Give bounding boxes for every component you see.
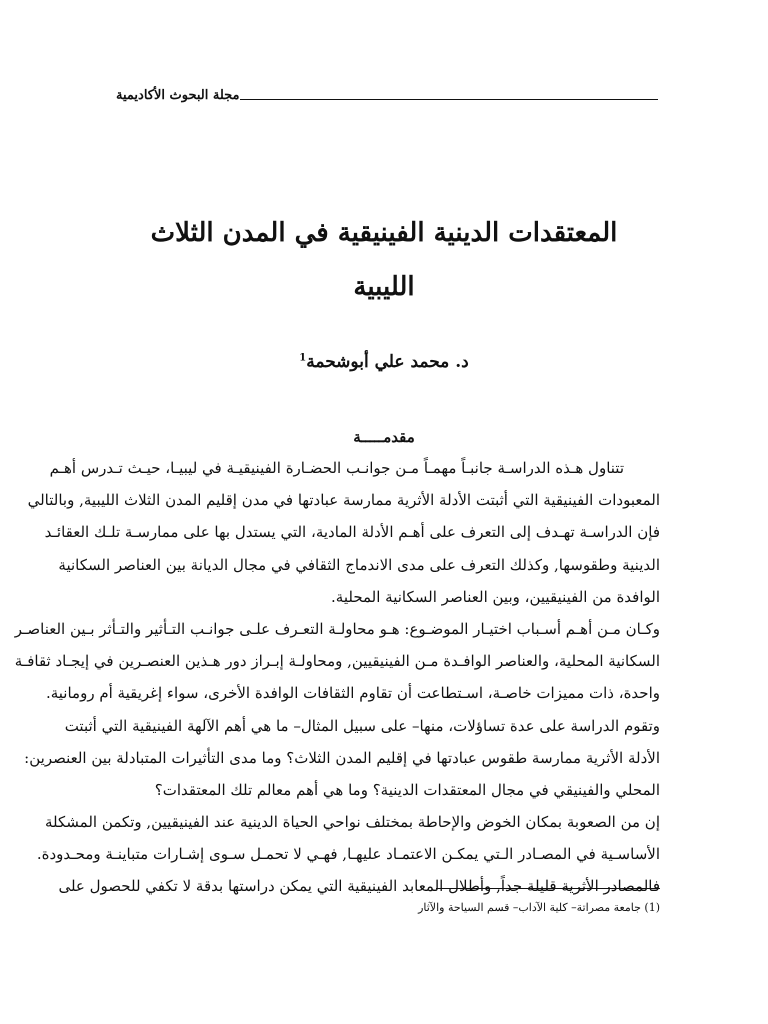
body-line: الوافدة من الفينيقيين، وبين العناصر السكانية المحلية. [331,587,660,606]
body-line: المعبودات الفينيقية التي أثبتت الأدلة الأثرية ممارسة عبادتها في مدن إقليم المدن الثلاث الليبية, وبالتالي [27,491,660,510]
body-line: فالمصادر الأثرية قليلة جداً, وأطلال المعابد الفينيقية التي يمكن دراستها بدقة لا تكفي للحصول على [58,877,660,896]
author-footnote-marker: 1 [299,352,307,364]
title-line-2: الليبية [353,272,415,302]
running-header [110,88,658,103]
body-line: وكـان مـن أهـم أسـباب اختيـار الموضـوع: هـو محاولـة التعـرف علـى جوانـب التـأثير والتـأثر بـين العناصـر [14,619,660,638]
body-line: إن من الصعوبة بمكان الخوض والإحاطة بمختلف نواحي الحياة الدينية عند الفينيقيين, وتكمن المشكلة [44,813,660,832]
body-text [14,452,660,903]
body-line: واحدة، ذات مميزات خاصـة، اسـتطاعت أن تقاوم الثقافات الوافدة الأخرى، سواء إغريقية أم رومانية. [45,684,660,703]
body-line: الأساسـية في المصـادر الـتي يمكـن الاعتمـاد عليهـا, فهـي لا تحمـل سـوى إشـارات متباينـة ومحـدودة. [36,845,660,864]
author-line [110,352,658,372]
title-line-1: المعتقدات الدينية الفينيقية في المدن الثلاث [150,218,618,248]
body-line: فإن الدراسـة تهـدف إلى التعرف على أهـم الأدلة المادية، التي يستدل بها على ممارسـة تلـك العقائـد [44,523,660,542]
body-line: الدينية وطقوسها, وكذلك التعرف على مدى الاندماج الثقافي في مجال الديانة بين العناصر السكانية [58,555,660,574]
footnote: (1) جامعة مصراتة– كلية الآداب– قسم السياحة والآثار [418,901,660,914]
body-line: وتقوم الدراسة على عدة تساؤلات، منها– على سبيل المثال– ما هي أهم الآلهة الفينيقية التي أثبتت [64,716,660,735]
body-line: تتناول هـذه الدراسـة جانبـاً مهمـاً مـن جوانـب الحضـارة الفينيقيـة في ليبيـا، حيـث تـدرس أهـم [49,459,624,477]
body-line: الأدلة الأثرية ممارسة طقوس عبادتها في إقليم المدن الثلاث؟ وما مدى التأثيرات المتبادلة بين العنصرين: [24,748,660,767]
article-title [110,206,658,314]
body-line: المحلي والفينيقي في مجال المعتقدات الدينية؟ وما هي أهم معالم تلك المعتقدات؟ [154,780,660,799]
header-rule [240,99,658,100]
journal-name: مجلة البحوث الأكاديمية [116,88,240,103]
body-line: السكانية المحلية، والعناصر الوافـدة مـن الفينيقيين, ومحاولـة إبـراز دور هـذين العنصـرين في إيجـاد ثقافـة [14,652,660,671]
author-name: د. محمد علي أبوشحمة [306,352,469,372]
footnote-rule [436,888,660,889]
section-heading: مقدمـــــة [353,428,415,446]
